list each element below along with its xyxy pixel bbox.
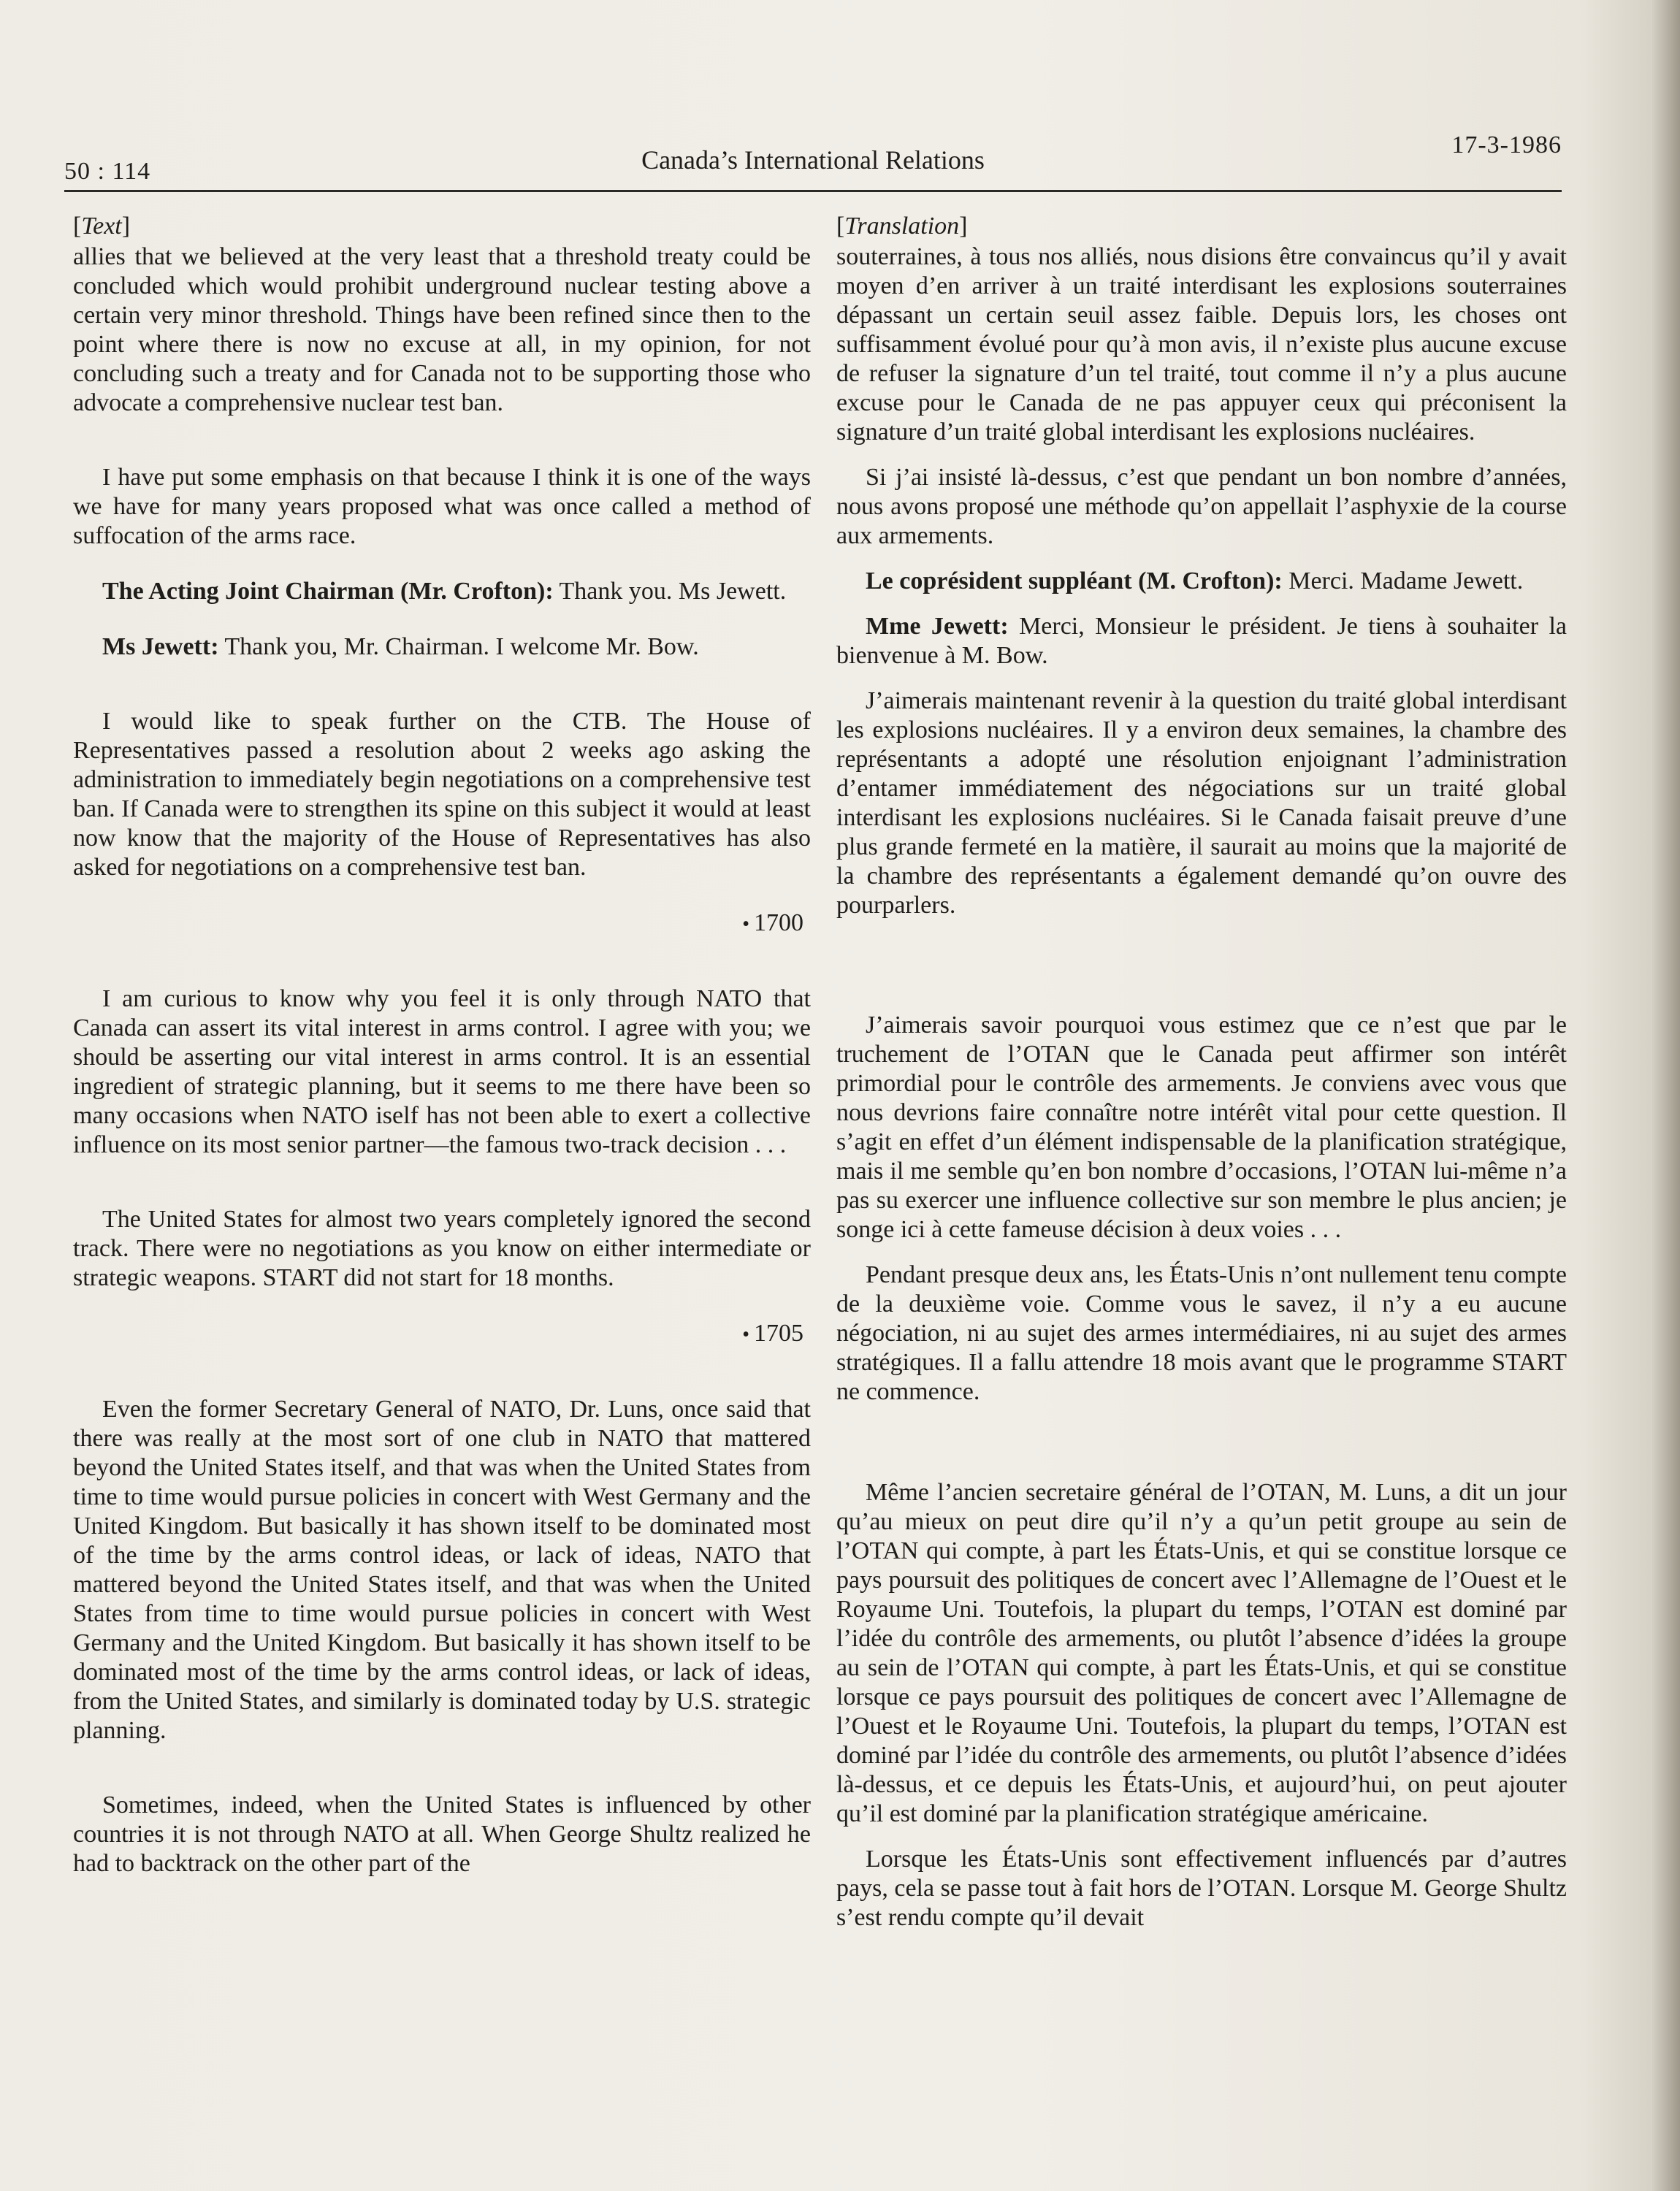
paragraph: Even the former Secretary General of NATO, Dr. Luns, once said that there was really at the most sort of one club in NATO that mattered beyond the United States itself, and that was when the United States from time to time would pursue policies in concert with West Germany and the United Kingdom. But basically it has shown itself to be dominated most of the time by the arms control ideas, or lack of ideas, NATO that mattered beyond the United States itself, and that was when the United States from time to time would pursue policies in concert with West Germany and the United Kingdom. But basically it has shown itself to be dominated most of the time by the arms control ideas, or lack of ideas, from the United States, and similarly is dominated today by U.S. strategic planning.	[73, 1396, 811, 1744]
paragraph: I am curious to know why you feel it is only through NATO that Canada can assert its vital interest in arms control. I agree with you; we should be asserting our vital interest in arms control. It is an essential ingredient of strategic planning, but it seems to me there have been so many occasions when NATO iself has not been able to exert a collective influence on its most senior partner—the famous two-track decision . . .	[73, 985, 811, 1158]
paragraph: J’aimerais maintenant revenir à la question du traité global interdisant les explosions nucléaires. Il y a environ deux semaines, la chambre des représentants a adopté une résolution enjoignant l’administration d’entamer immédiatement des négociations sur un traité global interdisant les explosions nucléaires. Si le Canada faisait preuve d’une plus grande fermeté en la matière, il saurait au moins que la majorité de la chambre des représentants a également demandé qu’on ouvre des pourparlers.	[836, 687, 1567, 919]
paragraph: Mme Jewett: Merci, Monsieur le président. Je tiens à souhaiter la bienvenue à M. Bow.	[836, 613, 1567, 669]
speaker-name: Ms Jewett:	[102, 633, 219, 660]
paragraph: Le coprésident suppléant (M. Crofton): Merci. Madame Jewett.	[866, 567, 1524, 594]
french-column	[836, 212, 1567, 1932]
paragraph: Sometimes, indeed, when the United States is influenced by other countries it is not through NATO at all. When George Shultz realized he had to backtrack on the other part of the	[73, 1792, 811, 1877]
bullet-icon: •	[742, 1323, 749, 1346]
paragraph: souterraines, à tous nos alliés, nous disions être convaincus qu’il y avait moyen d’en arriver à un traité interdisant les explosions souterraines dépassant un certain seuil assez faible. Depuis lors, les choses ont suffisamment évolué pour qu’à mon avis, il n’existe plus aucune excuse de refuser la signature d’un tel traité, tout comme il n’y a plus aucune excuse pour le Canada de ne pas appuyer ceux qui préconisent la signature d’un traité global interdisant les explosions nucléaires.	[836, 243, 1567, 446]
running-title: Canada’s International Relations	[641, 145, 985, 175]
timestamp-marker: • 1700	[742, 909, 803, 936]
page-date: 17-3-1986	[1451, 131, 1562, 158]
paragraph: I have put some emphasis on that because I think it is one of the ways we have for many years proposed what was once called a method of suffocation of the arms race.	[73, 464, 811, 549]
speaker-name: Mme Jewett:	[866, 613, 1009, 640]
column-tag-translation: [Translation]	[836, 213, 968, 240]
paragraph: The Acting Joint Chairman (Mr. Crofton): Thank you. Ms Jewett.	[102, 578, 787, 605]
paragraph: The United States for almost two years completely ignored the second track. There were no negotiations as you know on either intermediate or strategic weapons. START did not start for 18 months.	[73, 1206, 811, 1291]
timestamp-marker: • 1705	[742, 1320, 803, 1347]
paragraph: J’aimerais savoir pourquoi vous estimez que ce n’est que par le truchement de l’OTAN que le Canada peut affirmer son intérêt primordial pour le contrôle des armements. Je conviens avec vous que nous devrions faire connaître notre intérêt vital pour cette question. Il s’agit en effet d’un élément indispensable de la planification stratégique, mais il me semble qu’en bon nombre d’occasions, l’OTAN lui-même n’a pas su exercer une influence collective sur son membre le plus ancien; je songe ici à cette fameuse décision à deux voies . . .	[836, 1012, 1567, 1243]
paragraph: I would like to speak further on the CTB. The House of Representatives passed a resolution about 2 weeks ago asking the administration to immediately begin negotiations on a comprehensive test ban. If Canada were to strengthen its spine on this subject it would at least now know that the majority of the House of Representatives has also asked for negotiations on a comprehensive test ban.	[73, 708, 811, 881]
page-binding-edge	[1651, 0, 1680, 2191]
paragraph: Pendant presque deux ans, les États-Unis n’ont nullement tenu compte de la deuxième voie. Comme vous le savez, il n’y a eu aucune négociation, ni au sujet des armes intermédiaires, ni au sujet des armes stratégiques. Il a fallu attendre 18 mois avant que le programme START ne commence.	[836, 1261, 1567, 1405]
paragraph: Même l’ancien secretaire général de l’OTAN, M. Luns, a dit un jour qu’au mieux on peut dire qu’il n’y a qu’un petit groupe au sein de l’OTAN qui compte, à part les États-Unis, et qui se constitue lorsque ce pays poursuit des politiques de concert avec l’Allemagne de l’Ouest et le Royaume Uni. Toutefois, la plupart du temps, l’OTAN est dominé par l’idée du contrôle des armements, ou plutôt l’absence d’idées la groupe au sein de l’OTAN qui compte, à part les États-Unis, et qui se constitue lorsque ce pays poursuit des politiques de concert avec l’Allemagne de l’Ouest et le Royaume Uni. Toutefois, la plupart du temps, l’OTAN est dominé par l’idée du contrôle des armements, ou plutôt l’absence d’idées là-dessus, et ce depuis les États-Unis, et aujourd’hui, on peut ajouter qu’il est dominé par la planification stratégique américaine.	[836, 1479, 1567, 1827]
paragraph: Si j’ai insisté là-dessus, c’est que pendant un bon nombre d’années, nous avons proposé une méthode qu’on appellait l’asphyxie de la course aux armements.	[836, 464, 1567, 549]
paragraph: allies that we believed at the very least that a threshold treaty could be concluded which would prohibit underground nuclear testing above a certain very minor threshold. Things have been refined since then to the point where there is now no excuse at all, in my opinion, for not concluding such a treaty and for Canada not to be supporting those who advocate a comprehensive nuclear test ban.	[73, 243, 811, 416]
page-header	[64, 131, 1562, 192]
page-number: 50 : 114	[64, 158, 151, 185]
column-tag-text: [Text]	[73, 213, 131, 240]
speaker-name: Le coprésident suppléant (M. Crofton):	[866, 567, 1283, 594]
english-column	[73, 212, 811, 1878]
bullet-icon: •	[742, 913, 749, 936]
paragraph: Ms Jewett: Thank you, Mr. Chairman. I welcome Mr. Bow.	[102, 633, 699, 660]
speaker-name: The Acting Joint Chairman (Mr. Crofton):	[102, 578, 554, 605]
paragraph: Lorsque les États-Unis sont effectivement influencés par d’autres pays, cela se passe tout à fait hors de l’OTAN. Lorsque M. George Shultz s’est rendu compte qu’il devait	[836, 1846, 1567, 1931]
